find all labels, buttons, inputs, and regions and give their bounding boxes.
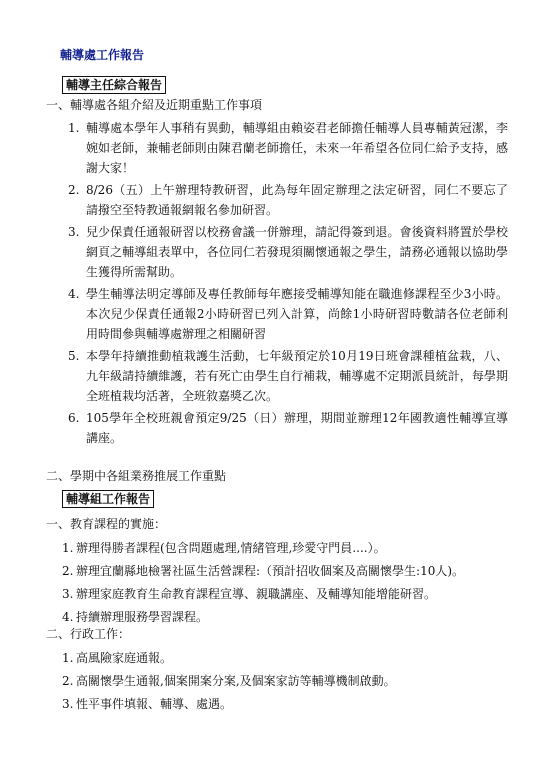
item-text: 辦理家庭教育生命教育課程宣導、親職講座、及輔導知能增能研習。 <box>76 587 437 601</box>
list-item <box>68 118 508 178</box>
item-number: 6. <box>68 411 80 425</box>
item-number: 3. <box>62 697 74 711</box>
admin-list <box>62 647 502 716</box>
item-number: 2. <box>62 674 74 688</box>
list-item <box>62 537 502 560</box>
work-items-list <box>68 118 508 450</box>
item-text: 性平事件填報、輔導、處遇。 <box>76 697 233 711</box>
item-text: 高風險家庭通報。 <box>76 651 173 665</box>
item-text: 8/26（五）上午辦理特教研習，此為每年固定辦理之法定研習，同仁不要忘了請撥空至特教通報網報名參加研習。 <box>86 183 508 217</box>
list-item <box>68 346 508 406</box>
item-number: 1. <box>62 541 74 555</box>
item-number: 3. <box>68 225 80 239</box>
item-text: 兒少保責任通報研習以校務會議一併辦理，請記得簽到退。會後資料將置於學校網頁之輔導組表單中，各位同仁若發現須關懷通報之學生，請務必通報以協助學生獲得所需幫助。 <box>86 225 508 279</box>
director-report-heading: 輔導主任綜合報告 <box>62 76 166 94</box>
list-item <box>68 180 508 220</box>
item-number: 5. <box>68 349 80 363</box>
counseling-group-heading: 輔導組工作報告 <box>62 490 154 508</box>
list-item <box>68 284 508 344</box>
item-number: 4. <box>68 287 80 301</box>
item-number: 1. <box>62 651 74 665</box>
education-list <box>62 537 502 629</box>
list-item <box>68 222 508 282</box>
item-number: 2. <box>62 564 74 578</box>
section-heading-2: 二、學期中各組業務推展工作重點 <box>46 469 227 483</box>
list-item <box>62 670 502 693</box>
list-item <box>62 560 502 583</box>
item-number: 1. <box>68 121 80 135</box>
document-title: 輔導處工作報告 <box>60 48 145 62</box>
item-text: 本學年持續推動植栽護生活動，七年級預定於10月19日班會課種植盆栽，八、九年級請持續維護，若有死亡由學生自行補栽，輔導處不定期派員統計，每學期全班植栽均活著，全班敘嘉獎乙次。 <box>86 349 508 403</box>
item-number: 4. <box>62 610 74 624</box>
item-text: 高關懷學生通報,個案開案分案,及個案家訪等輔導機制啟動。 <box>76 674 396 688</box>
item-text: 持續辦理服務學習課程。 <box>76 610 209 624</box>
list-item <box>62 583 502 606</box>
item-text: 學生輔導法明定導師及專任教師每年應接受輔導知能在職進修課程至少3小時。本次兒少保責任通報2小時研習已列入計算，尚餘1小時研習時數請各位老師利用時間參與輔導處辦理之相關研習 <box>86 287 508 341</box>
list-item <box>62 693 502 716</box>
item-number: 3. <box>62 587 74 601</box>
item-text: 辦理得勝者課程(包含問題處理,情緒管理,珍愛守門員....）。 <box>76 541 386 555</box>
item-number: 2. <box>68 183 80 197</box>
subsection-heading-education: 一、教育課程的實施： <box>46 517 167 531</box>
section-heading-1: 一、輔導處各組介紹及近期重點工作事項 <box>46 98 263 112</box>
list-item <box>62 647 502 670</box>
item-text: 輔導處本學年人事稍有異動，輔導組由賴姿君老師擔任輔導人員專輔黃冠潔，李婉如老師，兼輔老師則由陳君蘭老師擔任，未來一年希望各位同仁給予支持，感謝大家！ <box>86 121 508 175</box>
item-text: 辦理宜蘭縣地檢署社區生活營課程:（預計招收個案及高關懷學生:10人)。 <box>76 564 465 578</box>
subsection-heading-admin: 二、行政工作： <box>46 627 131 641</box>
item-text: 105學年全校班親會預定9/25（日）辦理，期間並辦理12年國教適性輔導宣導講座。 <box>86 411 508 445</box>
list-item <box>68 408 508 448</box>
